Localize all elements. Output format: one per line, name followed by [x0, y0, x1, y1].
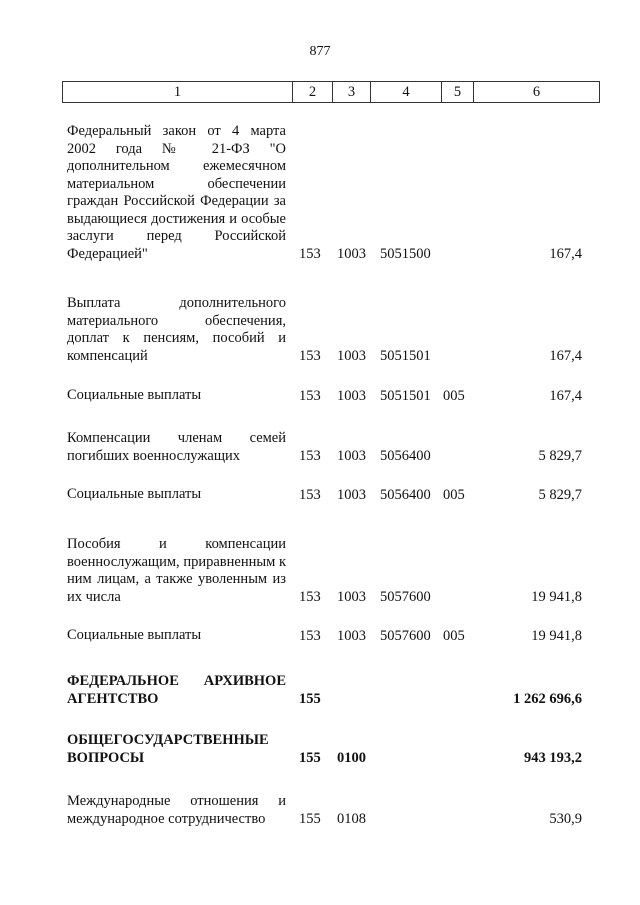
row-col3: 1003 — [337, 246, 366, 262]
table-row-section — [67, 731, 600, 767]
table-row — [67, 627, 600, 645]
row-description: Социальные выплаты — [67, 627, 202, 643]
column-header-6: 6 — [532, 84, 541, 100]
row-col3: 1003 — [337, 486, 366, 503]
row-col3: 1003 — [337, 387, 366, 404]
row-col5: 005 — [443, 486, 465, 503]
row-col6: 5 829,7 — [538, 486, 582, 503]
table-row — [67, 430, 600, 465]
row-col4: 5051500 — [380, 246, 431, 262]
row-col4: 5056400 — [380, 486, 431, 503]
row-col2: 153 — [299, 387, 321, 404]
row-col6: 19 941,8 — [531, 627, 582, 644]
row-col3: 0100 — [337, 750, 366, 766]
table-header-row — [62, 81, 600, 103]
row-description: ФЕДЕРАЛЬНОЕ АРХИВНОЕ АГЕНТСТВО — [67, 673, 286, 707]
table-row — [67, 536, 600, 606]
row-col2: 153 — [299, 246, 321, 262]
column-header-3: 3 — [333, 82, 371, 102]
row-description: Социальные выплаты — [67, 387, 202, 403]
row-col4: 5051501 — [380, 387, 431, 404]
row-col6: 167,4 — [549, 387, 582, 404]
table-row — [67, 486, 600, 504]
page-number: 877 — [309, 44, 331, 59]
column-header-5: 5 — [442, 82, 474, 102]
row-col4: 5057600 — [380, 627, 431, 644]
table-row — [67, 387, 600, 405]
row-description: Федеральный закон от 4 марта 2002 года № 21-ФЗ "О дополнительном ежемесячном материальном обеспечении граждан Российской Федерации за выдающиеся достижения и особые заслуги перед Российской Федерацией" — [67, 123, 286, 262]
row-col3: 0108 — [337, 811, 366, 827]
row-description: Пособия и компенсации военнослужащим, приравненным к ним лицам, а также уволенным из их числа — [67, 536, 286, 605]
column-header-4: 4 — [371, 82, 442, 102]
row-col5: 005 — [443, 627, 465, 644]
row-description: Социальные выплаты — [67, 486, 202, 502]
row-col3: 1003 — [337, 348, 366, 364]
row-col2: 153 — [299, 486, 321, 503]
column-header-2: 2 — [293, 82, 333, 102]
row-col6: 167,4 — [549, 246, 582, 262]
row-col3: 1003 — [337, 448, 366, 464]
table-row — [67, 123, 600, 263]
row-col3: 1003 — [337, 589, 366, 605]
row-description: ОБЩЕГОСУДАРСТВЕННЫЕ ВОПРОСЫ — [67, 732, 269, 766]
row-col6: 5 829,7 — [538, 448, 582, 464]
row-col2: 153 — [299, 589, 321, 605]
row-col4: 5056400 — [380, 448, 431, 464]
row-col4: 5051501 — [380, 348, 431, 364]
row-col2: 155 — [299, 811, 321, 827]
table-row — [67, 793, 600, 828]
row-description: Выплата дополнительного материального обеспечения, доплат к пенсиям, пособий и компенсаций — [67, 295, 286, 364]
row-col6: 1 262 696,6 — [513, 691, 582, 707]
row-col2: 153 — [299, 448, 321, 464]
table-row-agency — [67, 672, 600, 708]
row-col2: 153 — [299, 348, 321, 364]
row-col6: 530,9 — [549, 811, 582, 827]
row-col2: 155 — [299, 691, 321, 707]
column-header-1: 1 — [63, 82, 293, 102]
row-col2: 153 — [299, 627, 321, 644]
row-col2: 155 — [299, 750, 321, 766]
row-description: Международные отношения и международное сотрудничество — [67, 793, 286, 827]
row-col6: 19 941,8 — [531, 589, 582, 605]
row-description: Компенсации членам семей погибших военнослужащих — [67, 430, 286, 464]
row-col3: 1003 — [337, 627, 366, 644]
row-col6: 943 193,2 — [524, 750, 582, 766]
table-row — [67, 295, 600, 365]
row-col5: 005 — [443, 387, 465, 404]
row-col6: 167,4 — [549, 348, 582, 364]
row-col4: 5057600 — [380, 589, 431, 605]
